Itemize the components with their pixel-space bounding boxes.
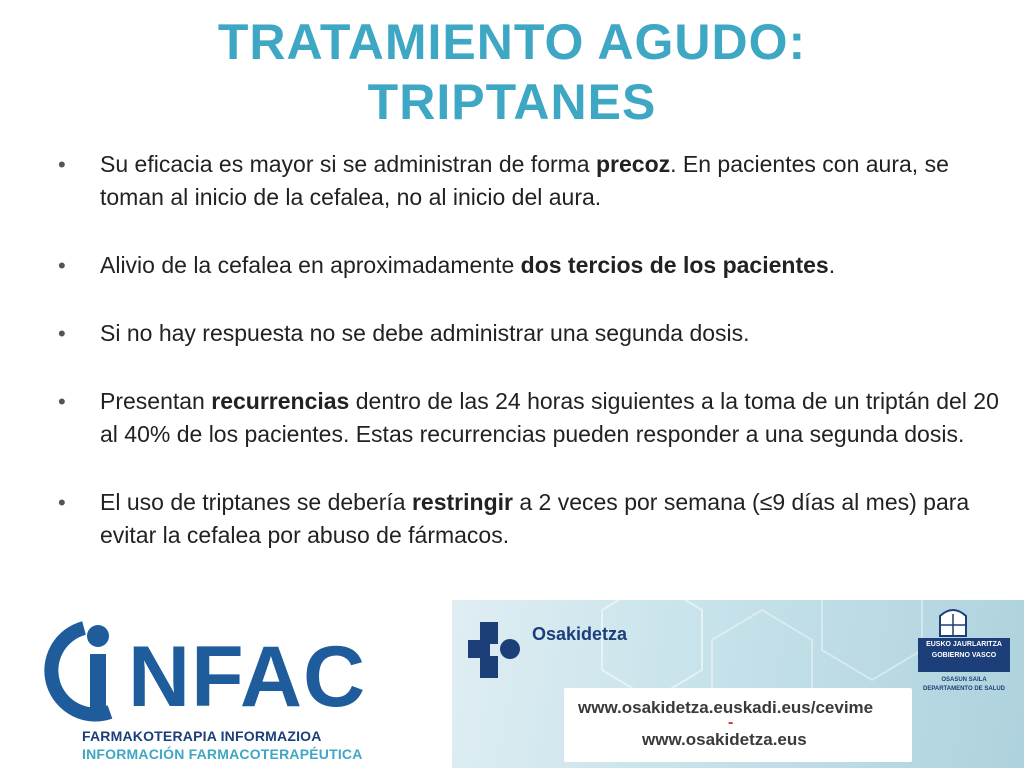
title-line-2: TRIPTANES <box>367 74 657 130</box>
osakidetza-banner <box>452 600 1024 768</box>
bullet-bold-text: precoz <box>595 151 671 177</box>
bullet-text: . En pacientes con aura, se toman al inicio de la cefalea, no al inicio del aura. <box>100 151 949 210</box>
bullet-item <box>58 385 1003 451</box>
infac-tagline-basque: FARMAKOTERAPIA INFORMAZIOA <box>82 728 322 744</box>
bullet-text: . <box>828 252 836 278</box>
infac-wordmark: NFAC <box>128 629 367 725</box>
bullet-bold-text: restringir <box>411 489 513 515</box>
bullet-bold-text: recurrencias <box>211 388 350 414</box>
bullet-text: Presentan <box>100 388 212 414</box>
bullet-bold-text: dos tercios de los pacientes <box>520 252 829 278</box>
bullet-marker: • <box>58 389 66 414</box>
bullet-item <box>58 148 1003 214</box>
gov-line-basque: EUSKO JAURLARITZA <box>926 641 1002 648</box>
bullet-text: Su eficacia es mayor si se administran de forma <box>100 151 596 177</box>
infac-i-icon <box>40 610 140 725</box>
gov-line-spanish: GOBIERNO VASCO <box>931 652 997 659</box>
url-box <box>564 688 912 762</box>
infac-tagline-spanish: INFORMACIÓN FARMACOTERAPÉUTICA <box>82 746 363 762</box>
slide-footer <box>0 600 1024 768</box>
bullet-text: Si no hay respuesta no se debe administrar una segunda dosis. <box>100 320 750 346</box>
slide-title <box>0 12 1024 132</box>
osakidetza-cross-icon <box>468 622 524 678</box>
bullet-list <box>58 148 1003 587</box>
bullet-text: dentro de las 24 horas siguientes a la toma de un triptán del 20 al 40% de los pacientes. Estas recurrencias pueden responder a una segunda dosis. <box>100 388 999 447</box>
health-department-label <box>918 676 1010 694</box>
osakidetza-brand: Osakidetza <box>532 624 628 644</box>
bullet-item <box>58 486 1003 552</box>
bullet-text: a 2 veces por semana (≤9 días al mes) para evitar la cefalea por abuso de fármacos. <box>100 489 970 548</box>
cevime-url[interactable]: www.osakidetza.euskadi.eus/cevime <box>578 698 874 717</box>
bullet-marker: • <box>58 490 66 515</box>
infac-logo <box>40 610 440 760</box>
osakidetza-url[interactable]: www.osakidetza.eus <box>642 730 807 749</box>
bullet-text: El uso de triptanes se debería <box>100 489 412 515</box>
bullet-marker: • <box>58 321 66 346</box>
title-line-1: TRATAMIENTO AGUDO: <box>217 14 807 70</box>
url-separator: - <box>728 714 734 731</box>
bullet-marker: • <box>58 253 66 278</box>
bullet-marker: • <box>58 152 66 177</box>
bullet-item <box>58 249 1003 282</box>
basque-government-emblem-icon <box>936 608 970 638</box>
dept-line-spanish: DEPARTAMENTO DE SALUD <box>922 686 1005 692</box>
basque-government-label <box>918 638 1010 672</box>
bullet-text: Alivio de la cefalea en aproximadamente <box>100 252 521 278</box>
dept-line-basque: OSASUN SAILA <box>941 677 987 683</box>
bullet-item <box>58 317 1003 350</box>
